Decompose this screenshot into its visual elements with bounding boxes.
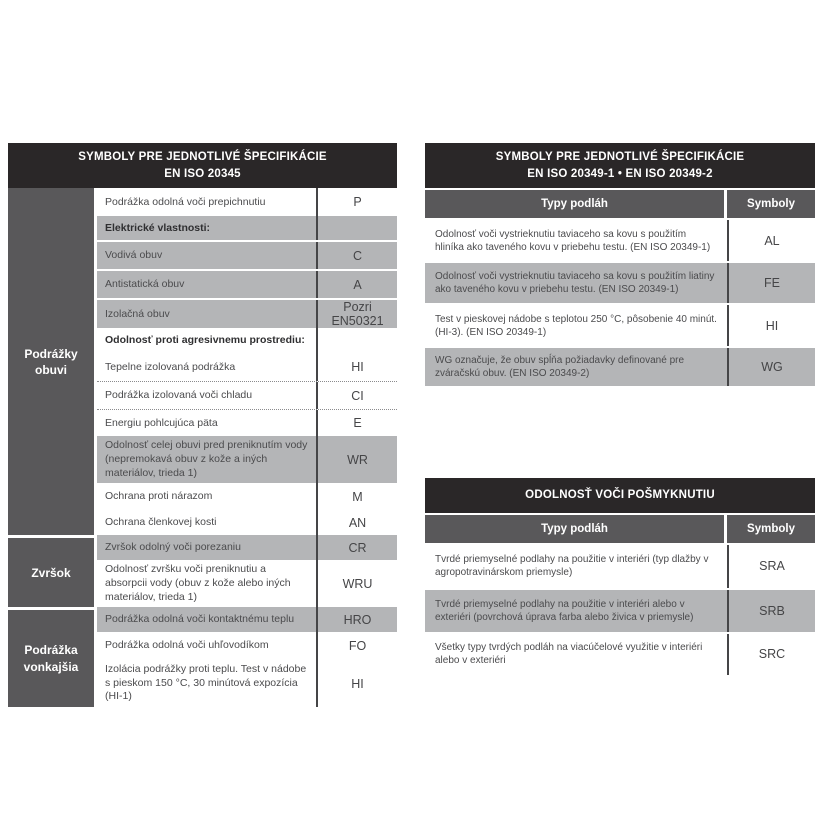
row-description: Odolnosť proti agresivnemu prostrediu: — [105, 334, 305, 347]
table-section-podrazka-vonkajsia — [8, 607, 397, 707]
table-row — [97, 188, 397, 216]
table-row — [97, 510, 397, 535]
table-row — [425, 632, 815, 675]
row-symbol: A — [316, 271, 397, 298]
row-description: Energiu pohlcujúca päta — [105, 416, 218, 429]
table-row — [425, 588, 815, 632]
row-description: Odolnosť zvršku voči preniknutiu a absorpcii vody (obuv z kože alebo iných materiálov, trieda 1) — [105, 563, 291, 603]
row-description: Podrážka odolná voči prepichnutiu — [105, 195, 266, 208]
row-symbol: HI — [727, 305, 815, 346]
row-symbol: P — [316, 188, 397, 216]
table-row — [97, 436, 397, 483]
row-symbol: M — [316, 483, 397, 510]
table-title-line1: SYMBOLY PRE JEDNOTLIVÉ ŠPECIFIKÁCIE — [495, 151, 745, 163]
row-description: Odolnosť voči vystrieknutiu taviaceho sa kovu s použitím liatiny ako taveného kovu v priebehu testu. (EN ISO 20349-1) — [435, 271, 715, 296]
row-description: WG označuje, že obuv spĺňa požiadavky definované pre zváračskú obuv. (EN ISO 20349-2) — [435, 355, 685, 380]
row-description: Odolnosť celej obuvi pred preniknutím vody (nepremokavá obuv z kože a iných materiálov, trieda 1) — [105, 439, 308, 479]
row-symbol: CI — [316, 382, 397, 409]
table-row — [97, 607, 397, 632]
slip-resistance-table — [425, 478, 815, 675]
table-row — [97, 240, 397, 269]
row-description: Izolácia podrážky proti teplu. Test v nádobe s pieskom 150 °C, 30 minútová expozícia (HI-1) — [105, 663, 307, 703]
row-description: Ochrana proti nárazom — [105, 489, 213, 502]
column-header-symbols: Symboly — [747, 522, 795, 535]
column-header-symbols: Symboly — [747, 198, 795, 211]
column-header-row — [425, 513, 815, 543]
row-description: Všetky typy tvrdých podláh na viacúčelové využitie v interiéri alebo v exteriéri — [435, 642, 703, 667]
table-row — [97, 409, 397, 436]
row-description: Antistatická obuv — [105, 278, 185, 291]
table-section-podrazky-obuvi — [8, 188, 397, 535]
row-symbol — [316, 216, 397, 240]
row-symbol: WRU — [316, 560, 397, 607]
table-row — [97, 660, 397, 707]
row-symbol: HI — [316, 660, 397, 707]
row-description: Tepelne izolovaná podrážka — [105, 360, 236, 373]
table-title — [425, 143, 815, 188]
row-symbol: CR — [316, 535, 397, 560]
group-label-zvrsok: Zvršok — [8, 535, 97, 607]
table-row — [97, 632, 397, 660]
spec-table-en-iso-20349 — [425, 143, 815, 386]
table-title: ODOLNOSŤ VOČI POŠMYKNUTIU — [425, 478, 815, 513]
table-row — [425, 543, 815, 588]
table-subheader-row — [97, 216, 397, 240]
row-description: Test v pieskovej nádobe s teplotou 250 °C, pôsobenie 40 minút. (HI-3). (EN ISO 20349-1) — [435, 313, 717, 338]
table-title — [8, 143, 397, 188]
row-symbol: SRA — [727, 545, 815, 588]
row-description: Tvrdé priemyselné podlahy na použitie v interiéri (typ dlažby v agropotravinárskom priemysle) — [435, 554, 709, 579]
row-symbol: E — [316, 410, 397, 436]
row-description: Podrážka izolovaná voči chladu — [105, 389, 253, 402]
section-rows — [97, 607, 397, 707]
row-description: Izolačná obuv — [105, 307, 170, 320]
row-symbol: AL — [727, 220, 815, 261]
table-row — [97, 269, 397, 298]
table-title-line2: EN ISO 20349-1 • EN ISO 20349-2 — [527, 167, 713, 180]
row-symbol: FO — [316, 632, 397, 660]
row-description: Tvrdé priemyselné podlahy na použitie v interiéri alebo v exteriéri (povrchová úprava farba alebo živica v priemysle) — [435, 598, 694, 623]
row-symbol: WR — [316, 436, 397, 483]
row-symbol: C — [316, 242, 397, 269]
table-subheader-row — [97, 328, 397, 353]
column-header-row — [425, 188, 815, 218]
row-symbol: HRO — [316, 607, 397, 632]
row-symbol: HI — [316, 353, 397, 381]
table-row — [97, 353, 397, 381]
row-description: Odolnosť voči vystrieknutiu taviaceho sa kovu s použitím hliníka ako taveného kovu v priebehu testu. (EN ISO 20349-1) — [435, 228, 711, 253]
section-rows — [97, 535, 397, 607]
row-description: Elektrické vlastnosti: — [105, 221, 211, 234]
row-symbol — [316, 328, 397, 353]
table-row — [425, 261, 815, 303]
row-description: Vodivá obuv — [105, 249, 163, 262]
table-row — [97, 483, 397, 510]
row-symbol: FE — [727, 263, 815, 303]
section-rows — [97, 188, 397, 535]
row-description: Zvršok odolný voči porezaniu — [105, 540, 241, 553]
table-row — [97, 298, 397, 328]
table-row — [97, 560, 397, 607]
group-label-podrazka-vonkajsia: Podrážka vonkajšia — [8, 607, 97, 707]
row-description: Podrážka odolná voči kontaktnému teplu — [105, 612, 295, 625]
row-description: Podrážka odolná voči uhľovodíkom — [105, 639, 269, 652]
row-symbol: SRB — [727, 590, 815, 632]
table-row — [97, 535, 397, 560]
table-section-zvrsok — [8, 535, 397, 607]
row-symbol: Pozri EN50321 — [316, 300, 397, 328]
row-symbol: AN — [316, 510, 397, 535]
row-symbol: SRC — [727, 634, 815, 675]
table-title-line2: EN ISO 20345 — [164, 167, 241, 180]
group-label-podrazky-obuvi: Podrážky obuvi — [8, 188, 97, 535]
row-description: Ochrana členkovej kosti — [105, 515, 217, 528]
table-title-line1: SYMBOLY PRE JEDNOTLIVÉ ŠPECIFIKÁCIE — [78, 151, 327, 163]
table-row — [425, 218, 815, 261]
table-row — [425, 303, 815, 346]
table-row — [97, 381, 397, 409]
spec-table-en-iso-20345 — [8, 143, 397, 707]
column-header-floor-types: Typy podláh — [425, 190, 727, 218]
row-symbol: WG — [727, 348, 815, 386]
column-header-floor-types: Typy podláh — [425, 515, 727, 543]
table-row — [425, 346, 815, 386]
